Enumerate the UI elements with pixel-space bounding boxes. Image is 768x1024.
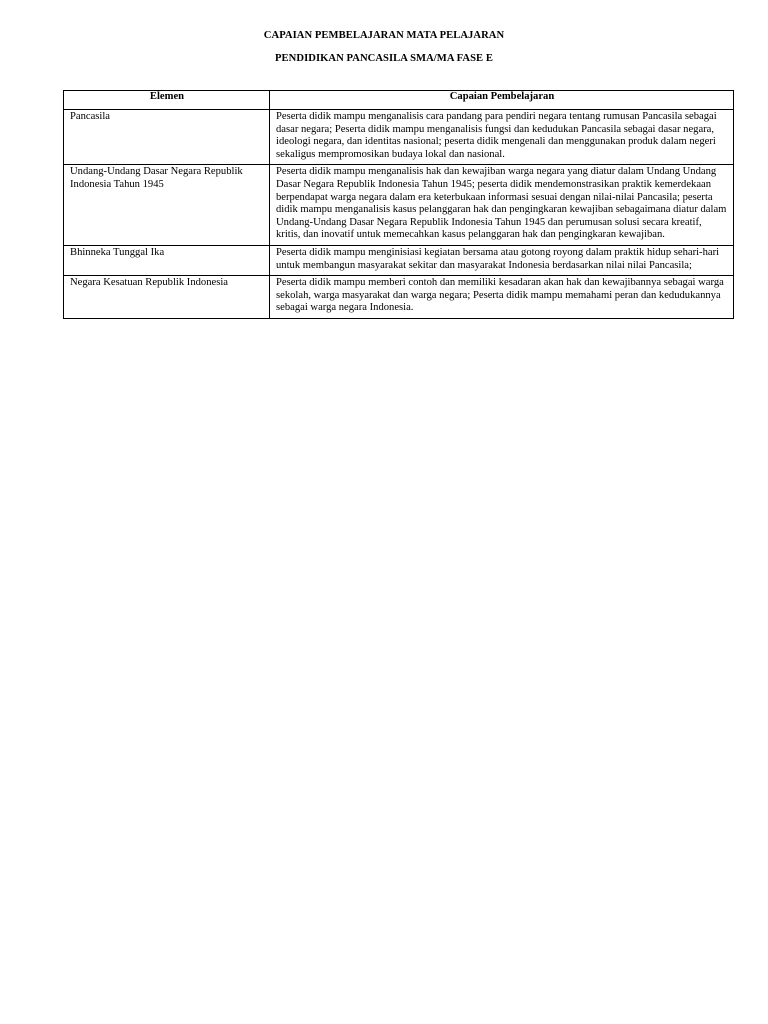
learning-outcomes-table: [63, 90, 734, 319]
table-row: [64, 276, 734, 319]
table-row: [64, 110, 734, 165]
column-header-capaian: Capaian Pembelajaran: [270, 91, 734, 110]
elemen-cell: Pancasila: [64, 110, 270, 165]
capaian-cell: Peserta didik mampu menginisiasi kegiatan bersama atau gotong royong dalam praktik hidup sehari-hari untuk membangun masyarakat sekitar dan masyarakat Indonesia berdasarkan nilai nilai Pancasila;: [270, 245, 734, 275]
document-title-line-2: PENDIDIKAN PANCASILA SMA/MA FASE E: [275, 53, 493, 64]
table-header-row: [64, 91, 734, 110]
capaian-cell: Peserta didik mampu memberi contoh dan memiliki kesadaran akan hak dan kewajibannya sebagai warga sekolah, warga masyarakat dan warga negara; Peserta didik mampu memahami peran dan kedudukannya sebagai warga negara Indonesia.: [270, 276, 734, 319]
elemen-cell: Undang-Undang Dasar Negara Republik Indonesia Tahun 1945: [64, 165, 270, 246]
table-row: [64, 245, 734, 275]
elemen-cell: Bhinneka Tunggal Ika: [64, 245, 270, 275]
column-header-elemen: Elemen: [64, 91, 270, 110]
document-title-line-1: CAPAIAN PEMBELAJARAN MATA PELAJARAN: [263, 30, 505, 41]
capaian-cell: Peserta didik mampu menganalisis cara pandang para pendiri negara tentang rumusan Pancasila sebagai dasar negara; Peserta didik mampu menganalisis fungsi dan kedudukan Pancasila sebagai dasar negara, ideologi negara, dan identitas nasional; peserta didik mengenali dan menggunakan produk dalam negeri sekaligus mempromosikan budaya lokal dan nasional.: [270, 110, 734, 165]
elemen-cell: Negara Kesatuan Republik Indonesia: [64, 276, 270, 319]
capaian-cell: Peserta didik mampu menganalisis hak dan kewajiban warga negara yang diatur dalam Undang Undang Dasar Negara Republik Indonesia Tahun 1945; peserta didik mendemonstrasikan praktik kemerdekaan berpendapat warga negara dalam era keterbukaan informasi sesuai dengan nilai-nilai Pancasila; peserta didik mampu menganalisis kasus pelanggaran hak dan pengingkaran kewajiban sebagaimana diatur dalam Undang-Undang Dasar Negara Republik Indonesia Tahun 1945 dan perumusan solusi secara kreatif, kritis, dan inovatif untuk memecahkan kasus pelanggaran hak dan pengingkaran kewajiban.: [270, 165, 734, 246]
table-row: [64, 165, 734, 246]
